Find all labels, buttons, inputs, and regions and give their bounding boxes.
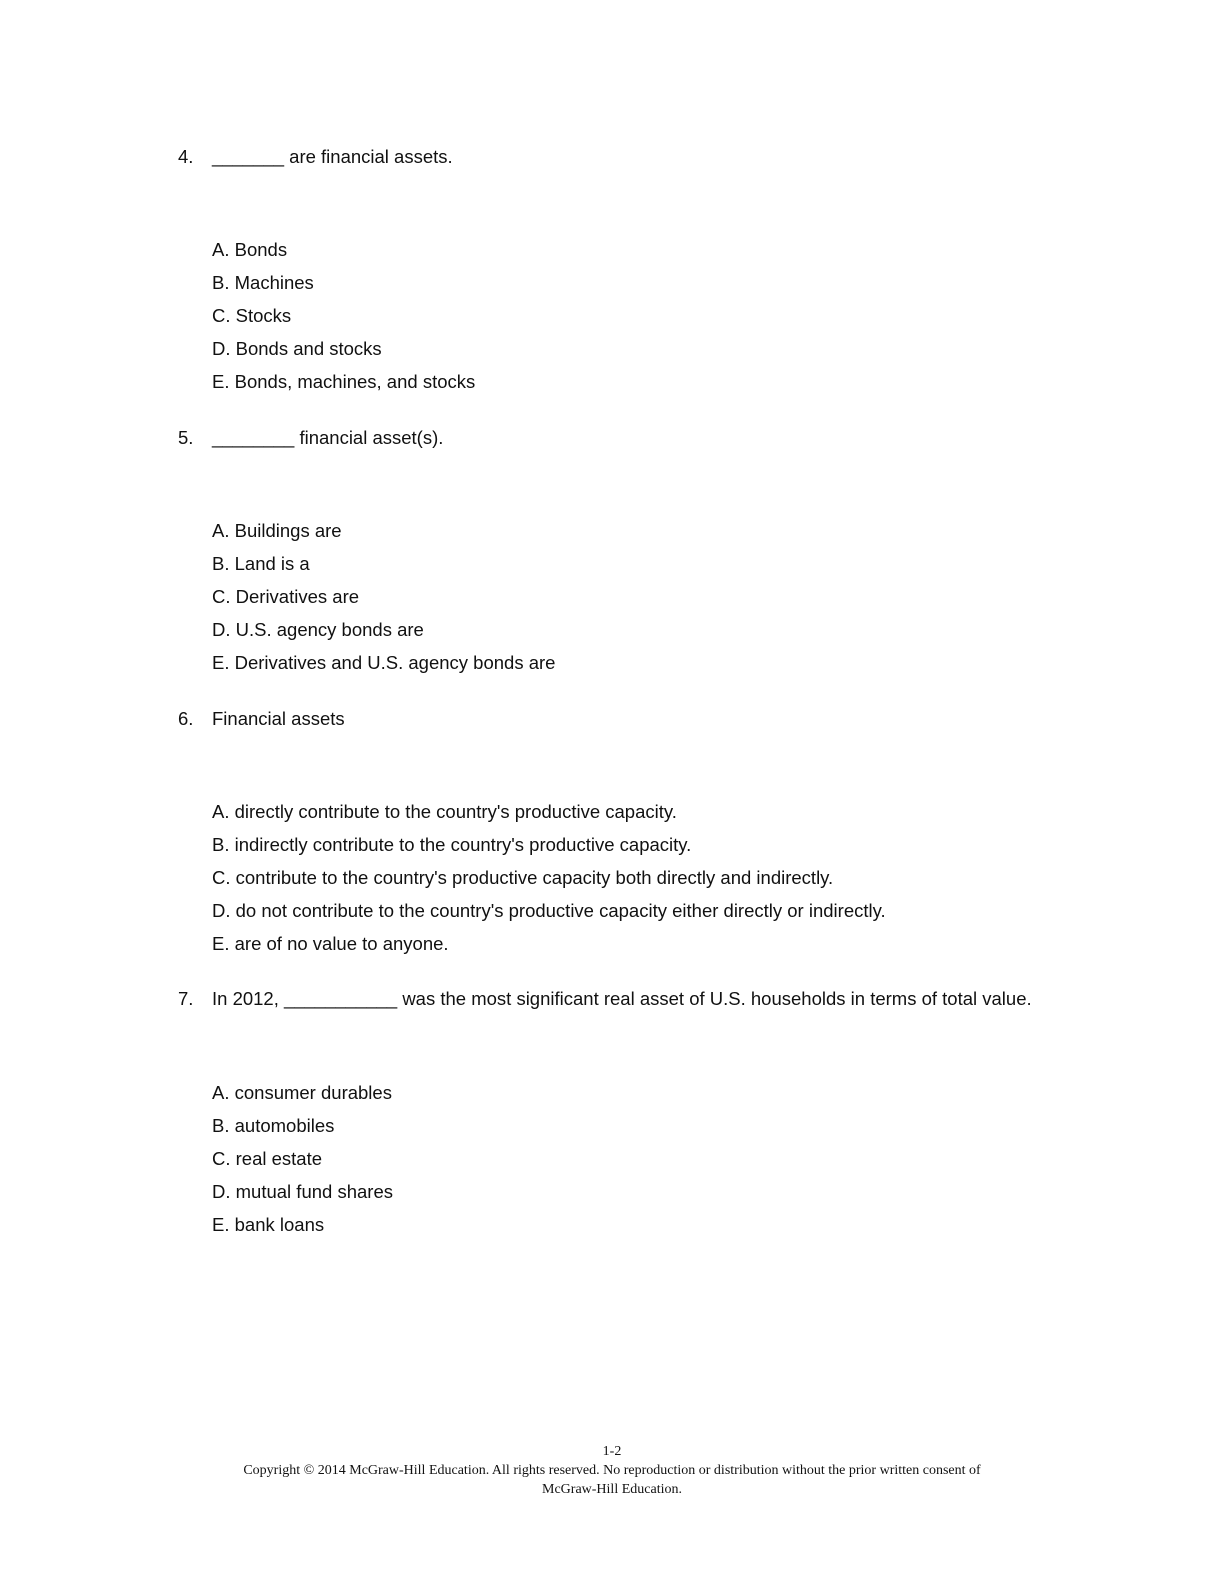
question-4	[178, 142, 1038, 398]
option-b[interactable]: B. Land is a	[212, 553, 310, 574]
copyright-line-1: Copyright © 2014 McGraw-Hill Education. All rights reserved. No reproduction or distribution without the prior written consent of	[243, 1463, 981, 1478]
question-7	[178, 984, 1038, 1241]
question-number: 7.	[178, 988, 194, 1009]
option-b[interactable]: B. indirectly contribute to the country's productive capacity.	[212, 834, 692, 855]
question-number: 6.	[178, 708, 194, 729]
question-number: 4.	[178, 146, 194, 167]
question-stem	[178, 984, 1038, 1014]
option-d[interactable]: D. Bonds and stocks	[212, 338, 382, 359]
page-number: 1-2	[602, 1444, 622, 1459]
question-stem	[178, 704, 1038, 734]
question-6	[178, 704, 1038, 960]
option-c[interactable]: C. contribute to the country's productive capacity both directly and indirectly.	[212, 867, 834, 888]
option-d[interactable]: D. do not contribute to the country's productive capacity either directly or indirectly.	[212, 900, 886, 921]
option-e[interactable]: E. Bonds, machines, and stocks	[212, 371, 476, 392]
question-text: In 2012, ___________ was the most significant real asset of U.S. households in terms of total value.	[212, 988, 1032, 1009]
option-a[interactable]: A. consumer durables	[212, 1082, 392, 1103]
question-number: 5.	[178, 427, 194, 448]
option-b[interactable]: B. Machines	[212, 272, 314, 293]
option-b[interactable]: B. automobiles	[212, 1115, 335, 1136]
question-stem	[178, 142, 1038, 172]
option-e[interactable]: E. bank loans	[212, 1214, 325, 1235]
option-c[interactable]: C. Derivatives are	[212, 586, 360, 607]
option-e[interactable]: E. are of no value to anyone.	[212, 933, 449, 954]
answer-options	[178, 233, 1038, 398]
option-d[interactable]: D. U.S. agency bonds are	[212, 619, 424, 640]
question-text: Financial assets	[212, 708, 345, 729]
answer-options	[178, 1076, 1038, 1241]
answer-options	[178, 514, 1038, 679]
option-c[interactable]: C. Stocks	[212, 305, 292, 326]
page-footer	[0, 1442, 1224, 1499]
question-text: ________ financial asset(s).	[212, 427, 444, 448]
option-a[interactable]: A. Buildings are	[212, 520, 342, 541]
copyright-line-2: McGraw-Hill Education.	[542, 1482, 682, 1497]
answer-options	[178, 795, 1038, 960]
question-text: _______ are financial assets.	[212, 146, 453, 167]
question-stem	[178, 423, 1038, 453]
option-e[interactable]: E. Derivatives and U.S. agency bonds are	[212, 652, 556, 673]
option-d[interactable]: D. mutual fund shares	[212, 1181, 393, 1202]
option-a[interactable]: A. directly contribute to the country's productive capacity.	[212, 801, 677, 822]
question-5	[178, 423, 1038, 679]
option-c[interactable]: C. real estate	[212, 1148, 323, 1169]
option-a[interactable]: A. Bonds	[212, 239, 288, 260]
